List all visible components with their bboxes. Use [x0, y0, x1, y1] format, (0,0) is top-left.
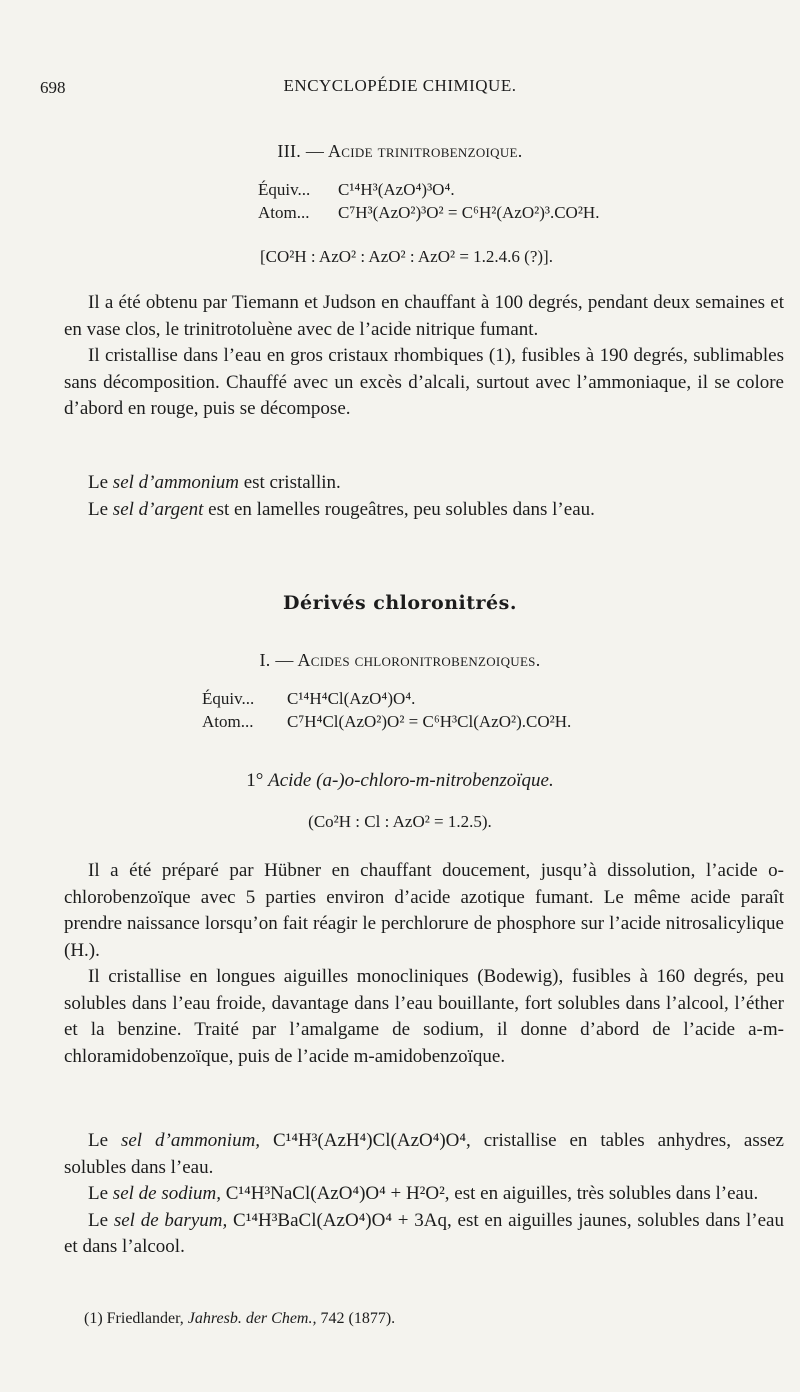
chloro-para-2: Il cristallise en longues aiguilles monocliniques (Bodewig), fusibles à 160 degrés, peu solubles dans l’eau froide, davantage dans l’eau bouillante, fort solubles dans l’alcool, l’éther et la benzine. Traité par l’amalgame de sodium, il donne d’abord de l’acide a-m-chloramidobenzoïque, puis de l’acide m-amidobenzoïque.: [64, 966, 784, 1067]
salt-prefix: Le: [88, 472, 113, 493]
page-number: 698: [40, 78, 66, 97]
chloro-body: [64, 858, 784, 1070]
salt-name: sel d’argent: [112, 498, 204, 520]
atom-label: Atom...: [202, 712, 254, 731]
salt-sodium-line: [64, 1181, 784, 1208]
salt-name: sel d’ammonium: [112, 472, 239, 493]
trinitro-para-2: Il cristallise dans l’eau en gros cristaux rhombiques (1), fusibles à 190 degrés, sublimables sans décomposition. Chauffé avec un excès d’alcali, surtout avec l’ammoniaque, il se colore d’abord en rouge, puis se décompose.: [64, 345, 784, 419]
trinitro-body: [64, 290, 784, 423]
salt-ammonium-line: [64, 470, 784, 497]
salt-prefix: Le: [88, 1183, 113, 1204]
salt-baryum-line: [64, 1208, 784, 1261]
subsection-title: [0, 770, 800, 792]
atom-formula: C⁷H⁴Cl(AzO²)O² = C⁶H³Cl(AzO²).CO²H.: [287, 712, 572, 731]
salt-desc: C¹⁴H³NaCl(AzO⁴)O⁴ + H²O², est en aiguilles, très solubles dans l’eau.: [220, 1183, 759, 1204]
trinitro-salts: [64, 470, 784, 523]
section-heading-chloro: I. — Acides chloronitrobenzoiques.: [259, 650, 541, 670]
salt-desc: est en lamelles rougeâtres, peu solubles dans l’eau.: [203, 498, 595, 520]
salt-name: sel d’ammonium,: [120, 1130, 261, 1151]
atom-label: Atom...: [258, 203, 310, 222]
subsection-number: 1°: [246, 770, 264, 791]
section-heading-trinitro: III. — Acide trinitrobenzoique.: [277, 141, 523, 161]
trinitro-para-1: Il a été obtenu par Tiemann et Judson en chauffant à 100 degrés, pendant deux semaines et en vase clos, le trinitrotoluène avec de l’acide nitrique fumant.: [64, 292, 784, 340]
footnote-marker: (1): [84, 1310, 103, 1327]
salt-prefix: Le: [88, 1130, 121, 1151]
salt-desc: C¹⁴H³BaCl(AzO⁴)O⁴ + 3Aq, est en aiguilles jaunes, solubles dans l’eau et dans l’alcool.: [64, 1209, 784, 1257]
salt-name: sel de baryum,: [113, 1209, 228, 1231]
salt-desc: C¹⁴H³(AzH⁴)Cl(AzO⁴)O⁴, cristallise en tables anhydres, assez solubles dans l’eau.: [64, 1130, 784, 1178]
equiv-label: Équiv...: [202, 689, 255, 708]
equiv-formula: C¹⁴H⁴Cl(AzO⁴)O⁴.: [287, 689, 416, 708]
footnote-journal: Jahresb. der Chem.,: [187, 1310, 317, 1327]
running-title: ENCYCLOPÉDIE CHIMIQUE.: [283, 76, 517, 95]
equiv-label: Équiv...: [258, 180, 311, 199]
salt-name: sel de sodium,: [112, 1183, 221, 1204]
salt-argent-line: [64, 497, 784, 524]
chloro-para-1: Il a été préparé par Hübner en chauffant doucement, jusqu’à dissolution, l’acide o-chlorobenzoïque avec 5 parties environ d’acide azotique fumant. Le même acide paraît prendre naissance lorsqu’on fait réagir le perchlorure de phosphore sur l’acide nitrosalicylique (H.).: [64, 860, 784, 961]
salt-desc: est cristallin.: [238, 472, 341, 493]
equiv-formula: C¹⁴H³(AzO⁴)³O⁴.: [338, 180, 455, 199]
subsection-position: (Co²H : Cl : AzO² = 1.2.5).: [308, 812, 492, 831]
atom-formula: C⁷H³(AzO²)³O² = C⁶H²(AzO²)³.CO²H.: [338, 203, 600, 222]
footnote-ref: 742 (1877).: [316, 1310, 396, 1327]
subsection-name: Acide (a-)o-chloro-m-nitrobenzoïque.: [268, 770, 554, 791]
position-formula: [CO²H : AzO² : AzO² : AzO² = 1.2.4.6 (?)].: [260, 247, 553, 266]
section-title-chloronitro: Dérivés chloronitrés.: [283, 592, 517, 614]
salt-prefix: Le: [88, 1209, 114, 1231]
salt-ammonium-line: [64, 1128, 784, 1181]
chloro-salts: [64, 1128, 784, 1261]
footnote-author: Friedlander,: [102, 1310, 188, 1327]
footnote: [84, 1310, 395, 1328]
salt-prefix: Le: [88, 498, 113, 520]
